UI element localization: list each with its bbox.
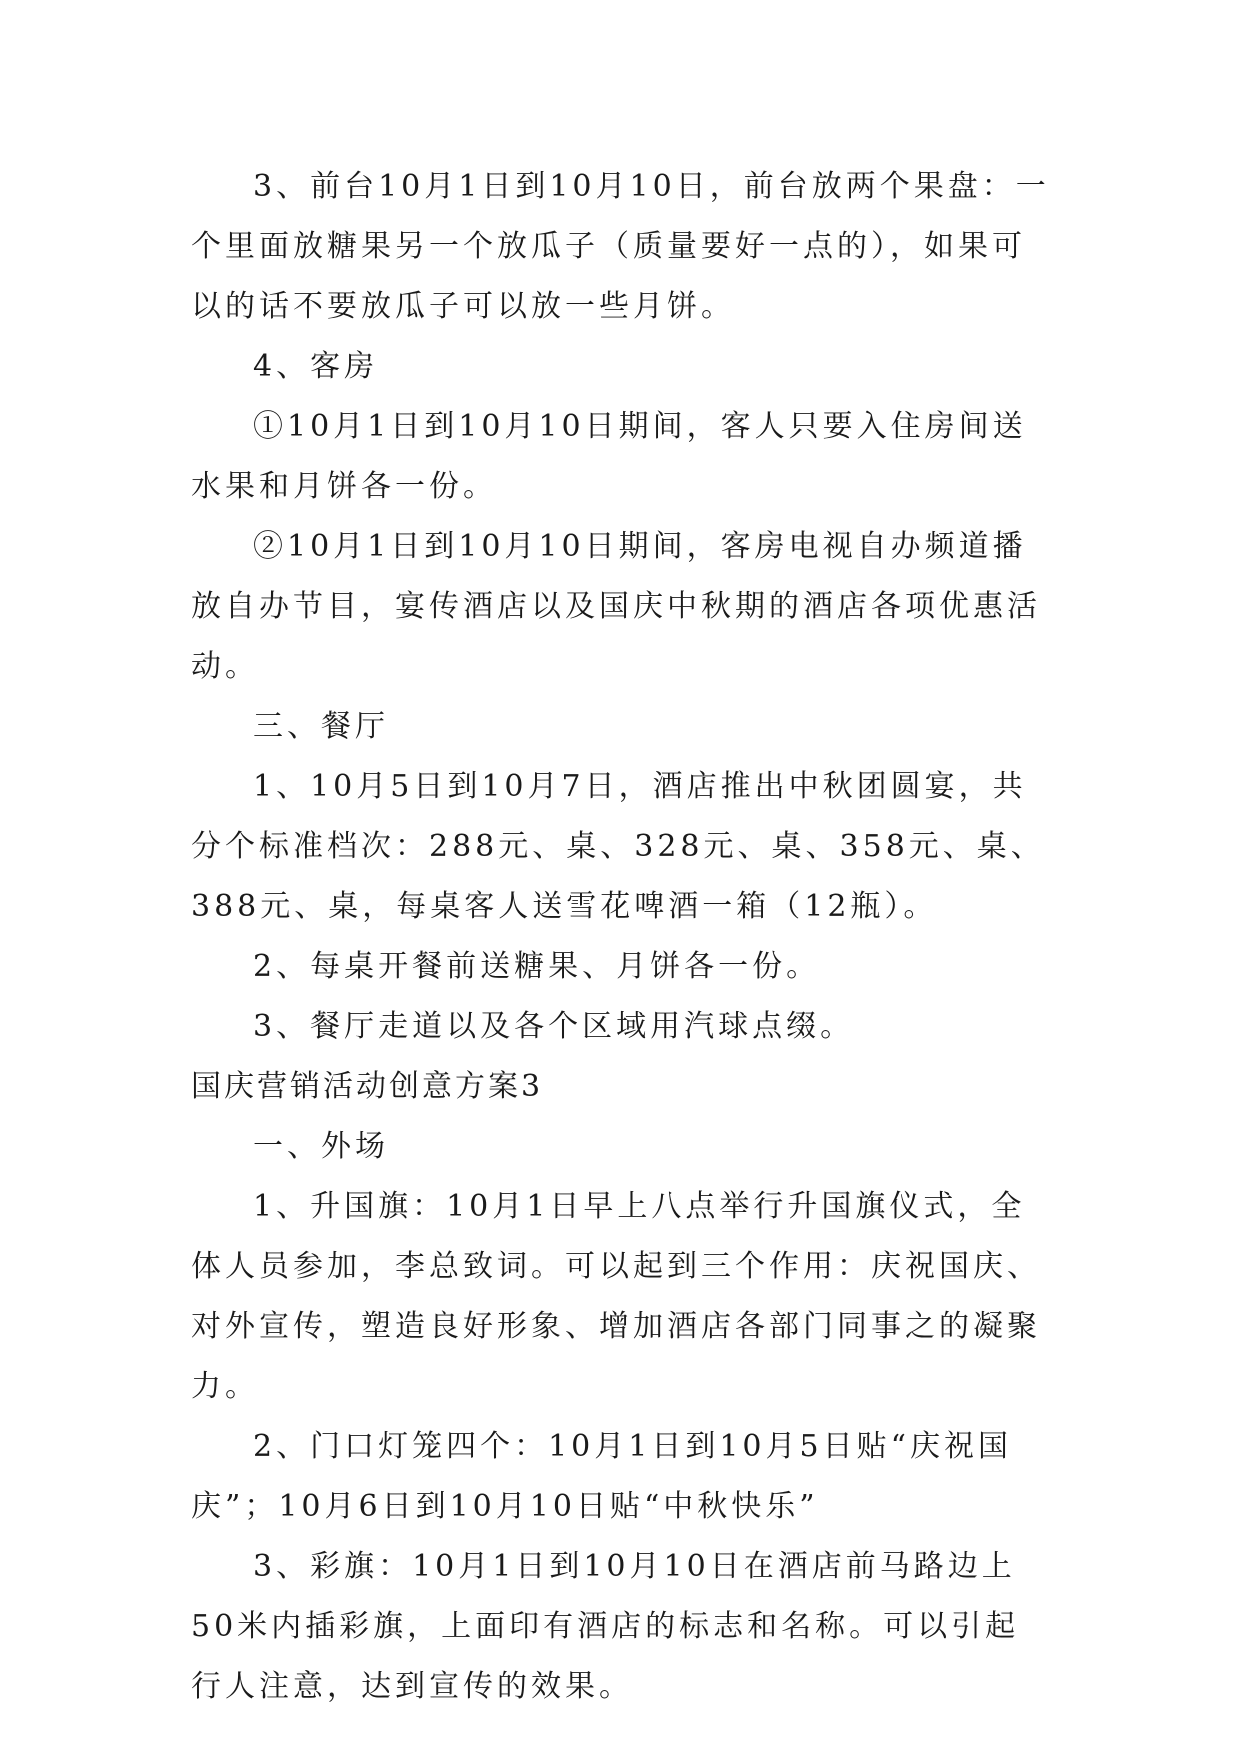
paragraph-outdoor-heading: 一、外场	[253, 1129, 389, 1164]
paragraph-restaurant-heading: 三、餐厅	[253, 709, 389, 744]
paragraph-balloon-decor: 3、餐厅走道以及各个区域用汽球点缀。	[253, 1009, 855, 1044]
paragraph-room-gift: ①10月1日到10月10日期间，客人只要入住房间送水果和月饼各一份。	[191, 409, 1027, 504]
paragraph-colored-flags: 3、彩旗：10月1日到10月10日在酒店前马路边上50米内插彩旗，上面印有酒店的标志和名称。可以引起行人注意，达到宣传的效果。	[191, 1549, 1020, 1704]
paragraph-flag-raising: 1、升国旗：10月1日早上八点举行升国旗仪式，全体人员参加，李总致词。可以起到三个作用：庆祝国庆、对外宣传，塑造良好形象、增加酒店各部门同事之的凝聚力。	[191, 1189, 1041, 1404]
document-page	[191, 157, 1051, 1717]
paragraph-reunion-banquet: 1、10月5日到10月7日，酒店推出中秋团圆宴，共分个标准档次：288元、桌、328元、桌、358元、桌、388元、桌，每桌客人送雪花啤酒一箱（12瓶）。	[191, 769, 1045, 924]
paragraph-lanterns: 2、门口灯笼四个：10月1日到10月5日贴“庆祝国庆”；10月6日到10月10日贴“中秋快乐”	[191, 1429, 1012, 1524]
paragraph-table-gift: 2、每桌开餐前送糖果、月饼各一份。	[253, 949, 821, 984]
section-title: 国庆营销活动创意方案3	[191, 1069, 544, 1104]
paragraph-room-tv: ②10月1日到10月10日期间，客房电视自办频道播放自办节目，宴传酒店以及国庆中秋期的酒店各项优惠活动。	[191, 529, 1041, 684]
paragraph-front-desk-fruit: 3、前台10月1日到10月10日，前台放两个果盘：一个里面放糖果另一个放瓜子（质量要好一点的），如果可以的话不要放瓜子可以放一些月饼。	[191, 169, 1050, 324]
paragraph-guest-rooms-heading: 4、客房	[253, 349, 379, 384]
